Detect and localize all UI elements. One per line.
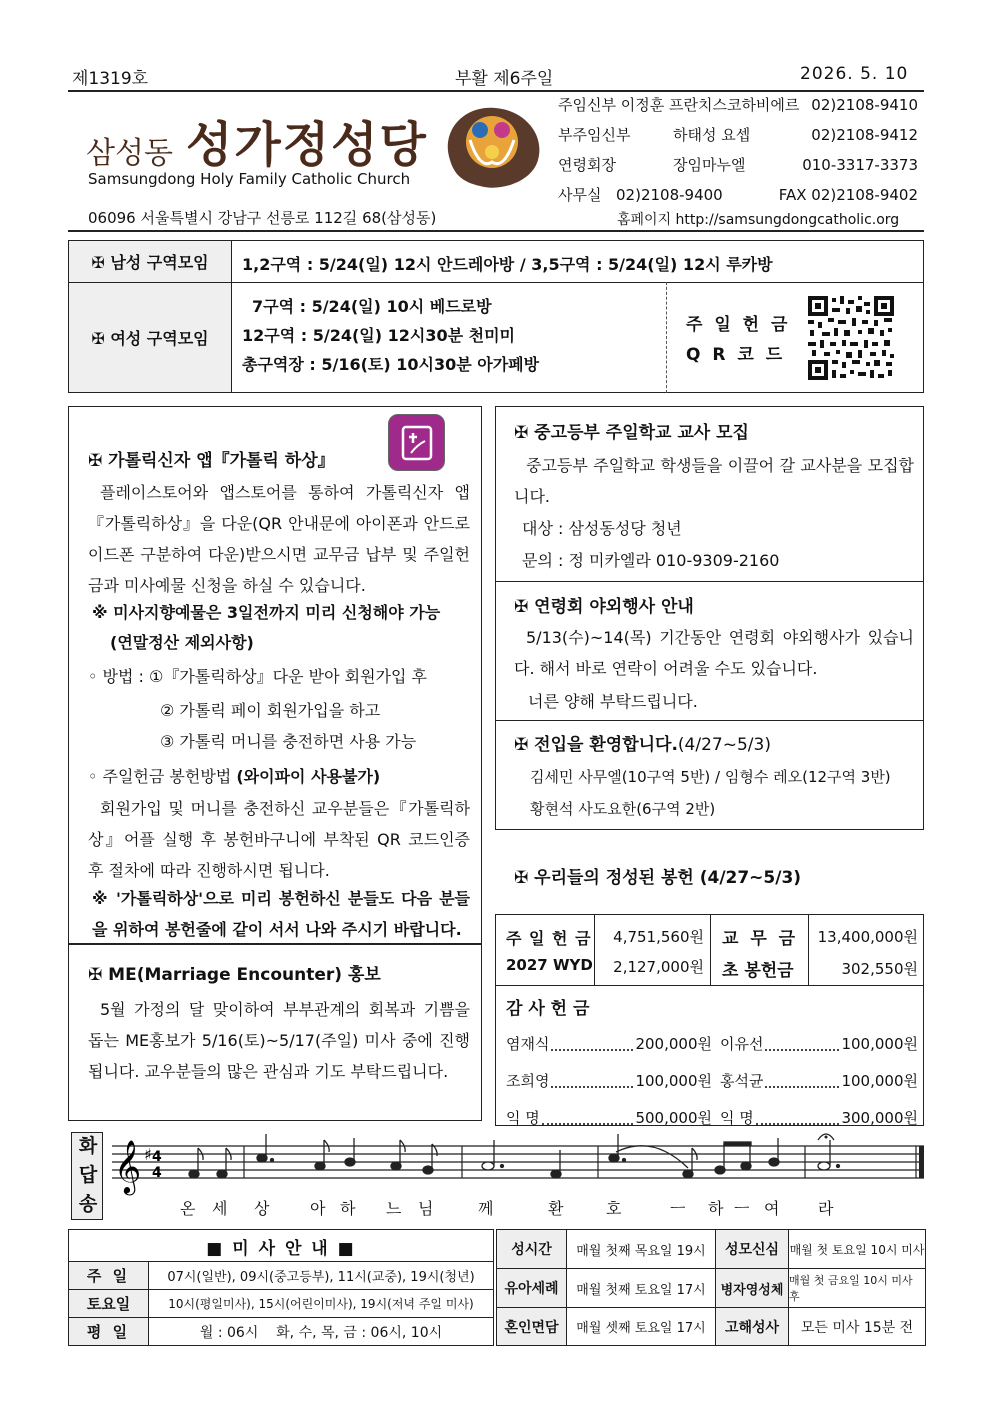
- teacher-section-title: ✠ 중고등부 주일학교 교사 모집: [514, 423, 749, 443]
- teacher-target: 대상 : 삼성동성당 청년: [522, 519, 682, 538]
- prayer-book-icon: [397, 423, 437, 463]
- event-value-holy-hour: 매월 첫째 목요일 19시: [576, 1243, 706, 1259]
- first-offering-label: 초 봉헌금: [722, 961, 794, 981]
- event-value-confession: 모든 미사 15분 전: [800, 1319, 914, 1336]
- app-offering-paragraph: 회원가입 및 머니를 충전하신 교우분들은『가톨릭하상』어플 실행 후 봉헌바구니에 부착된 QR 코드인증 후 절차에 따라 진행하시면 됩니다.: [88, 799, 470, 880]
- parish-prefix: 삼성동: [86, 136, 173, 171]
- homepage-link[interactable]: 홈페이지 http://samsungdongcatholic.org: [617, 212, 900, 228]
- event-label-infant-baptism: 유아세례: [497, 1269, 566, 1307]
- outing-paragraph: 5/13(수)~14(목) 기간동안 연령회 야외행사가 있습니다. 해서 바로 연락이 어려울 수도 있습니다.: [514, 628, 914, 678]
- psalm-label: 화답송: [78, 1135, 98, 1215]
- event-label-confession: 고해성사: [716, 1308, 788, 1345]
- mass-times-sunday: 07시(일반), 09시(중고등부), 11시(교중), 19시(청년): [167, 1270, 475, 1285]
- svg-text:♯: ♯: [144, 1145, 152, 1164]
- dues-value: 13,400,000원: [817, 928, 918, 946]
- event-label-holy-hour: 성시간: [497, 1230, 566, 1268]
- parish-name: 성가정성당: [186, 117, 428, 173]
- mass-times-weekday: 월 : 06시 화, 수, 목, 금 : 06시, 10시: [199, 1324, 443, 1341]
- mass-day-saturday: 토요일: [69, 1290, 148, 1317]
- svg-text:𝄞: 𝄞: [114, 1139, 142, 1193]
- outing-paragraph-2: 너른 양해 부탁드립니다.: [528, 692, 698, 711]
- contact-row: 주임신부 이정훈 프란치스코하비에르 02)2108-9410 부주임신부 하태성 요셉 02)2108-9412 연령회장 장임마누엘 010-3317-3373 사무실 02)2108-9400 FAX 02)2108-9402: [558, 96, 918, 204]
- event-value-sick-communion: 매월 첫 금요일 10시 미사 후: [789, 1274, 913, 1303]
- app-offering-heading: ◦ 주일헌금 봉헌방법 (와이파이 사용불가): [88, 767, 381, 786]
- event-value-marriage: 매월 셋째 토요일 17시: [576, 1321, 706, 1336]
- teacher-contact: 문의 : 정 미카엘라 010-9309-2160: [522, 551, 780, 570]
- sunday-offering-value: 4,751,560원: [613, 928, 704, 946]
- mass-day-sunday: 주 일: [69, 1262, 148, 1289]
- holy-family-logo: [440, 100, 545, 192]
- thanks-offering-label: 감 사 헌 금: [506, 999, 590, 1019]
- event-label-marian: 성모신심: [716, 1230, 788, 1268]
- event-label-sick-communion: 병자영성체: [716, 1269, 788, 1307]
- qr-caption-2: Q R 코 드: [686, 345, 786, 365]
- address: 06096 서울특별시 강남구 선릉로 112길 68(삼성동): [88, 209, 437, 227]
- psalm-lyrics: 온 세 상 아 하 느 님 께 환 호 ㅡ 하 ㅡ 여 라: [180, 1199, 834, 1218]
- first-offering-value: 302,550원: [841, 960, 918, 978]
- me-paragraph: 5월 가정의 달 맞이하여 부부관계의 회복과 기쁨을 돕는 ME홍보가 5/16(토)~5/17(주일) 미사 중에 진행됩니다. 교우분들의 많은 관심과 기도 부탁드립니다.: [88, 1000, 470, 1081]
- welcome-line-2: 황현석 사도요한(6구역 2반): [530, 800, 716, 818]
- svg-text:4: 4: [152, 1165, 162, 1181]
- male-meeting-label: ✠ 남성 구역모임: [69, 241, 231, 282]
- wyd-value: 2,127,000원: [613, 958, 704, 976]
- wyd-label: 2027 WYD: [506, 956, 593, 974]
- app-note-queue: ※ '가톨릭하상'으로 미리 봉헌하신 분들도 다음 분들을 위하여 봉헌줄에 같이 서서 나와 주시기 바랍니다.: [92, 889, 470, 939]
- offerings-section-title: ✠ 우리들의 정성된 봉헌 (4/27~5/3): [514, 868, 802, 888]
- app-method-step1: ◦ 방법 : ①『가톨릭하상』다운 받아 회원가입 후: [88, 667, 427, 686]
- female-meeting-list: 7구역 : 5/24(일) 10시 베드로방 12구역 : 5/24(일) 12시30분 천미미 총구역장 : 5/16(토) 10시30분 아가페방: [242, 297, 540, 374]
- qr-caption-1: 주 일 헌 금: [686, 315, 791, 335]
- mass-schedule-title: ■ 미 사 안 내 ■: [206, 1239, 356, 1259]
- app-note-tax: (연말정산 제외사항): [110, 633, 254, 652]
- mass-day-weekday: 평 일: [69, 1318, 148, 1345]
- issue-date: 2026. 5. 10: [800, 64, 909, 84]
- sunday-offering-label: 주 일 헌 금: [506, 929, 592, 948]
- male-meeting-text: 1,2구역 : 5/24(일) 12시 안드레아방 / 3,5구역 : 5/24(일) 12시 루카방: [242, 255, 773, 274]
- psalm-music-staff: [108, 1130, 926, 1198]
- me-section-title: ✠ ME(Marriage Encounter) 홍보: [88, 965, 381, 985]
- app-icon[interactable]: [388, 414, 445, 471]
- thanks-offering-list: 염재식 200,000원 이유선 100,000원 조희영 100,000원 홍석균 100,000원 익 명 500,000원 익 명 300,000원: [506, 1026, 918, 1137]
- event-value-infant-baptism: 매월 첫째 토요일 17시: [576, 1282, 706, 1298]
- app-note-advance: ※ 미사지향예물은 3일전까지 미리 신청해야 가능: [92, 603, 441, 622]
- dues-label: 교 무 금: [722, 929, 799, 949]
- liturgical-season: 부활 제6주일: [455, 69, 554, 89]
- event-label-marriage: 혼인면담: [497, 1308, 566, 1345]
- issue-number: 제1319호: [72, 69, 149, 89]
- offering-qr-code[interactable]: [806, 294, 896, 382]
- svg-text:4: 4: [152, 1149, 162, 1165]
- teacher-paragraph: 중고등부 주일학교 학생들을 이끌어 갈 교사분을 모집합니다.: [514, 456, 914, 506]
- app-method-step3: ③ 가톨릭 머니를 충전하면 사용 가능: [160, 732, 417, 751]
- english-name: Samsungdong Holy Family Catholic Church: [88, 170, 411, 188]
- app-method-step2: ② 가톨릭 페이 회원가입을 하고: [160, 701, 381, 720]
- welcome-line-1: 김세민 사무엘(10구역 5반) / 임형수 레오(12구역 3반): [530, 768, 891, 786]
- outing-section-title: ✠ 연령회 야외행사 안내: [514, 597, 694, 617]
- app-intro-paragraph: 플레이스토어와 앱스토어를 통하여 가톨릭신자 앱『가톨릭하상』을 다운(QR 안내문에 아이폰과 안드로이드폰 구분하여 다운)받으시면 교무금 납부 및 주일헌금과 미사예물 신청을 하실 수 있습니다.: [88, 483, 470, 595]
- welcome-section-title: ✠ 전입을 환영합니다.(4/27~5/3): [514, 735, 771, 755]
- female-meeting-label: ✠ 여성 구역모임: [69, 283, 231, 392]
- app-section-title: ✠ 가톨릭신자 앱『가톨릭 하상』: [88, 451, 335, 471]
- event-value-marian: 매월 첫 토요일 10시 미사: [789, 1242, 925, 1257]
- mass-times-saturday: 10시(평일미사), 15시(어린이미사), 19시(저녁 주일 미사): [168, 1297, 474, 1311]
